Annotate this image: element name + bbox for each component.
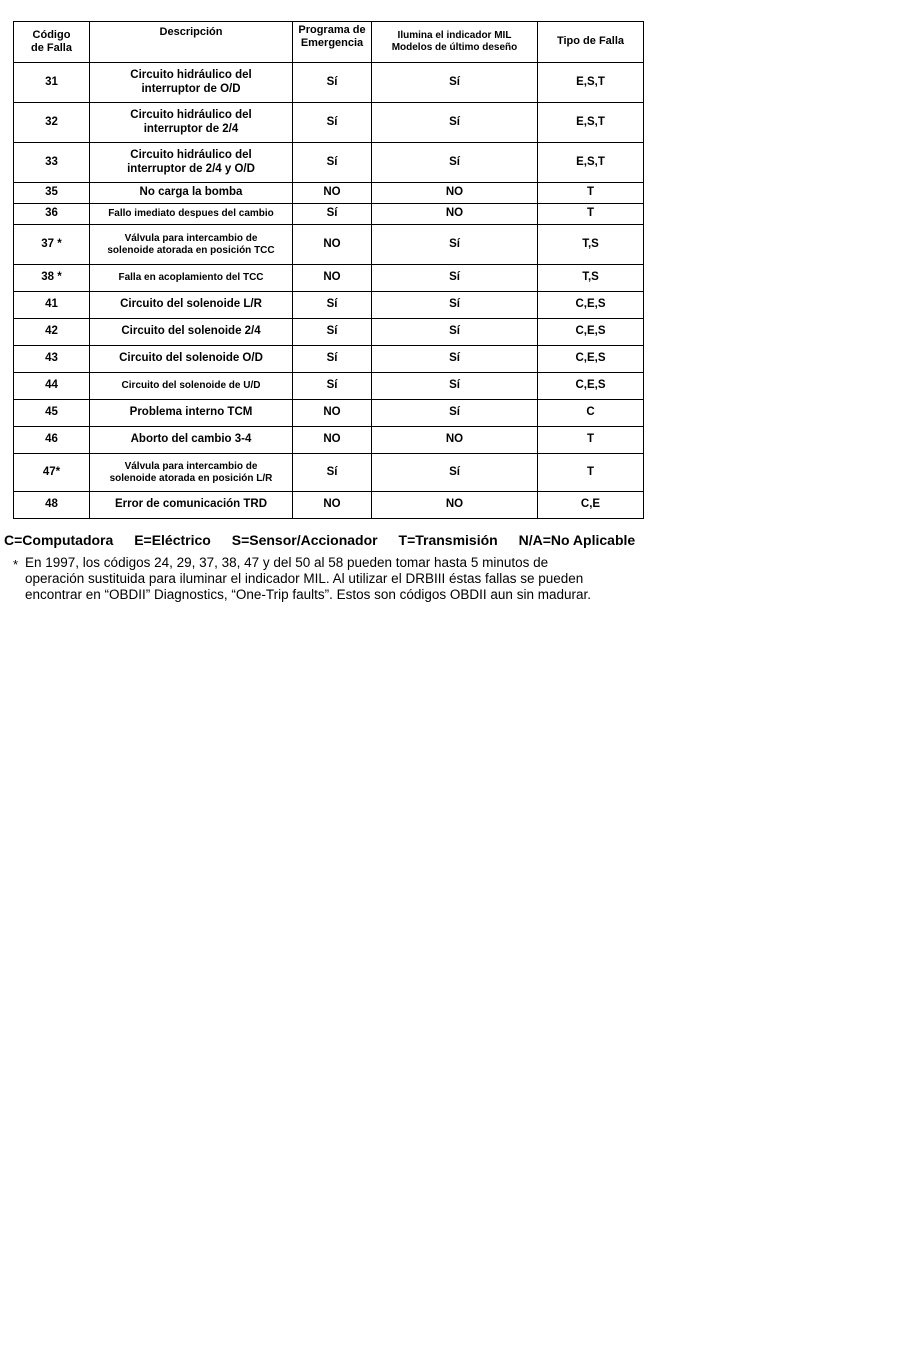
cell-description	[90, 319, 293, 346]
table-row	[14, 265, 644, 292]
cell-fault-type: C,E,S	[538, 292, 644, 319]
cell-description	[90, 225, 293, 265]
legend-item: T=Transmisión	[398, 532, 498, 548]
cell-mil: Sí	[372, 63, 538, 103]
cell-description	[90, 373, 293, 400]
cell-fault-type: C,E,S	[538, 319, 644, 346]
header-mil-line: Ilumina el indicador MIL	[397, 30, 512, 41]
fault-code-table	[13, 21, 644, 519]
description-line: Válvula para intercambio de	[124, 460, 258, 472]
cell-code: 45	[14, 400, 90, 427]
cell-emergency: Sí	[293, 204, 372, 225]
cell-code: 44	[14, 373, 90, 400]
header-code	[14, 22, 90, 63]
table-row	[14, 292, 644, 319]
table-row	[14, 400, 644, 427]
cell-emergency: NO	[293, 427, 372, 454]
legend-item: N/A=No Aplicable	[518, 532, 636, 548]
cell-fault-type: T	[538, 183, 644, 204]
cell-mil: Sí	[372, 400, 538, 427]
cell-emergency: NO	[293, 400, 372, 427]
header-code-line: de Falla	[31, 42, 72, 54]
cell-mil: Sí	[372, 319, 538, 346]
cell-emergency: Sí	[293, 103, 372, 143]
cell-code: 37 *	[14, 225, 90, 265]
description-line: interruptor de 2/4 y O/D	[127, 162, 255, 175]
header-mil	[372, 22, 538, 63]
cell-mil: Sí	[372, 103, 538, 143]
cell-mil: Sí	[372, 292, 538, 319]
description-line: Problema interno TCM	[129, 406, 253, 419]
description-line: Circuito hidráulico del	[130, 148, 252, 161]
footnote-line: encontrar en “OBDII” Diagnostics, “One-Trip faults”. Estos son códigos OBDII aun sin madurar.	[25, 587, 591, 602]
header-emergency-line: Programa de	[298, 24, 366, 36]
description-line: Circuito hidráulico del	[130, 68, 252, 81]
cell-mil: Sí	[372, 225, 538, 265]
description-line: Circuito del solenoide 2/4	[121, 325, 261, 338]
header-description	[90, 22, 293, 63]
cell-mil: NO	[372, 204, 538, 225]
table-row	[14, 204, 644, 225]
cell-code: 41	[14, 292, 90, 319]
description-line: Falla en acoplamiento del TCC	[118, 272, 264, 283]
cell-description	[90, 400, 293, 427]
header-mil-line: Modelos de último deseño	[391, 42, 518, 53]
cell-description	[90, 454, 293, 492]
description-line: No carga la bomba	[139, 186, 243, 199]
description-line: Válvula para intercambio de	[124, 232, 258, 244]
cell-mil: Sí	[372, 373, 538, 400]
cell-mil: NO	[372, 427, 538, 454]
cell-code: 36	[14, 204, 90, 225]
cell-emergency: Sí	[293, 143, 372, 183]
cell-code: 33	[14, 143, 90, 183]
cell-fault-type: E,S,T	[538, 63, 644, 103]
description-line: Circuito del solenoide O/D	[119, 352, 263, 365]
cell-fault-type: C,E,S	[538, 373, 644, 400]
cell-fault-type: E,S,T	[538, 143, 644, 183]
description-line: Circuito del solenoide de U/D	[121, 380, 261, 391]
cell-mil: Sí	[372, 454, 538, 492]
table-row	[14, 143, 644, 183]
cell-code: 43	[14, 346, 90, 373]
header-description-label: Descripción	[159, 26, 223, 38]
cell-mil: NO	[372, 183, 538, 204]
cell-fault-type: T	[538, 454, 644, 492]
table-row	[14, 373, 644, 400]
table-row	[14, 346, 644, 373]
cell-description	[90, 183, 293, 204]
table-row	[14, 454, 644, 492]
table-row	[14, 427, 644, 454]
cell-emergency: NO	[293, 225, 372, 265]
cell-emergency: Sí	[293, 346, 372, 373]
cell-mil: NO	[372, 492, 538, 519]
cell-code: 47*	[14, 454, 90, 492]
cell-description	[90, 427, 293, 454]
table-row	[14, 183, 644, 204]
description-line: Fallo imediato despues del cambio	[108, 208, 274, 219]
cell-description	[90, 346, 293, 373]
cell-code: 32	[14, 103, 90, 143]
cell-emergency: NO	[293, 492, 372, 519]
legend-item: S=Sensor/Accionador	[231, 532, 378, 548]
description-line: solenoide atorada en posición TCC	[107, 244, 275, 256]
cell-code: 46	[14, 427, 90, 454]
legend-item: E=Eléctrico	[134, 532, 211, 548]
table-row	[14, 103, 644, 143]
footnote-line: operación sustituida para iluminar el indicador MIL. Al utilizar el DRBIII éstas fallas se pueden	[25, 571, 584, 586]
cell-emergency: Sí	[293, 373, 372, 400]
cell-code: 31	[14, 63, 90, 103]
cell-description	[90, 103, 293, 143]
cell-fault-type: C,E	[538, 492, 644, 519]
description-line: interruptor de O/D	[141, 82, 241, 95]
description-line: Circuito del solenoide L/R	[120, 298, 262, 311]
cell-fault-type: E,S,T	[538, 103, 644, 143]
description-line: solenoide atorada en posición L/R	[109, 472, 273, 484]
cell-description	[90, 63, 293, 103]
cell-emergency: NO	[293, 183, 372, 204]
table-row	[14, 492, 644, 519]
description-line: Circuito hidráulico del	[130, 108, 252, 121]
cell-fault-type: C	[538, 400, 644, 427]
header-type	[538, 22, 644, 63]
cell-description	[90, 292, 293, 319]
cell-fault-type: T,S	[538, 265, 644, 292]
header-emergency	[293, 22, 372, 63]
cell-mil: Sí	[372, 265, 538, 292]
cell-code: 38 *	[14, 265, 90, 292]
footnote-asterisk: *	[13, 557, 19, 572]
cell-fault-type: T	[538, 427, 644, 454]
table-row	[14, 225, 644, 265]
cell-mil: Sí	[372, 346, 538, 373]
footnote	[13, 555, 673, 603]
description-line: interruptor de 2/4	[143, 122, 239, 135]
cell-fault-type: T	[538, 204, 644, 225]
table-header-row	[14, 22, 644, 63]
cell-emergency: Sí	[293, 454, 372, 492]
header-type-label: Tipo de Falla	[556, 35, 625, 48]
cell-emergency: Sí	[293, 319, 372, 346]
fault-type-legend	[4, 532, 635, 548]
cell-description	[90, 143, 293, 183]
cell-description	[90, 265, 293, 292]
table-row	[14, 63, 644, 103]
footnote-line: En 1997, los códigos 24, 29, 37, 38, 47 y del 50 al 58 pueden tomar hasta 5 minutos de	[25, 555, 549, 570]
description-line: Aborto del cambio 3-4	[130, 433, 252, 446]
cell-mil: Sí	[372, 143, 538, 183]
cell-emergency: Sí	[293, 63, 372, 103]
header-code-line: Código	[32, 28, 71, 41]
table-body	[14, 63, 644, 519]
legend-item: C=Computadora	[4, 532, 114, 548]
cell-code: 48	[14, 492, 90, 519]
cell-fault-type: C,E,S	[538, 346, 644, 373]
cell-description	[90, 204, 293, 225]
cell-description	[90, 492, 293, 519]
header-emergency-line: Emergencia	[300, 37, 364, 50]
description-line: Error de comunicación TRD	[114, 498, 268, 511]
cell-code: 35	[14, 183, 90, 204]
cell-emergency: NO	[293, 265, 372, 292]
cell-code: 42	[14, 319, 90, 346]
cell-emergency: Sí	[293, 292, 372, 319]
table-row	[14, 319, 644, 346]
cell-fault-type: T,S	[538, 225, 644, 265]
